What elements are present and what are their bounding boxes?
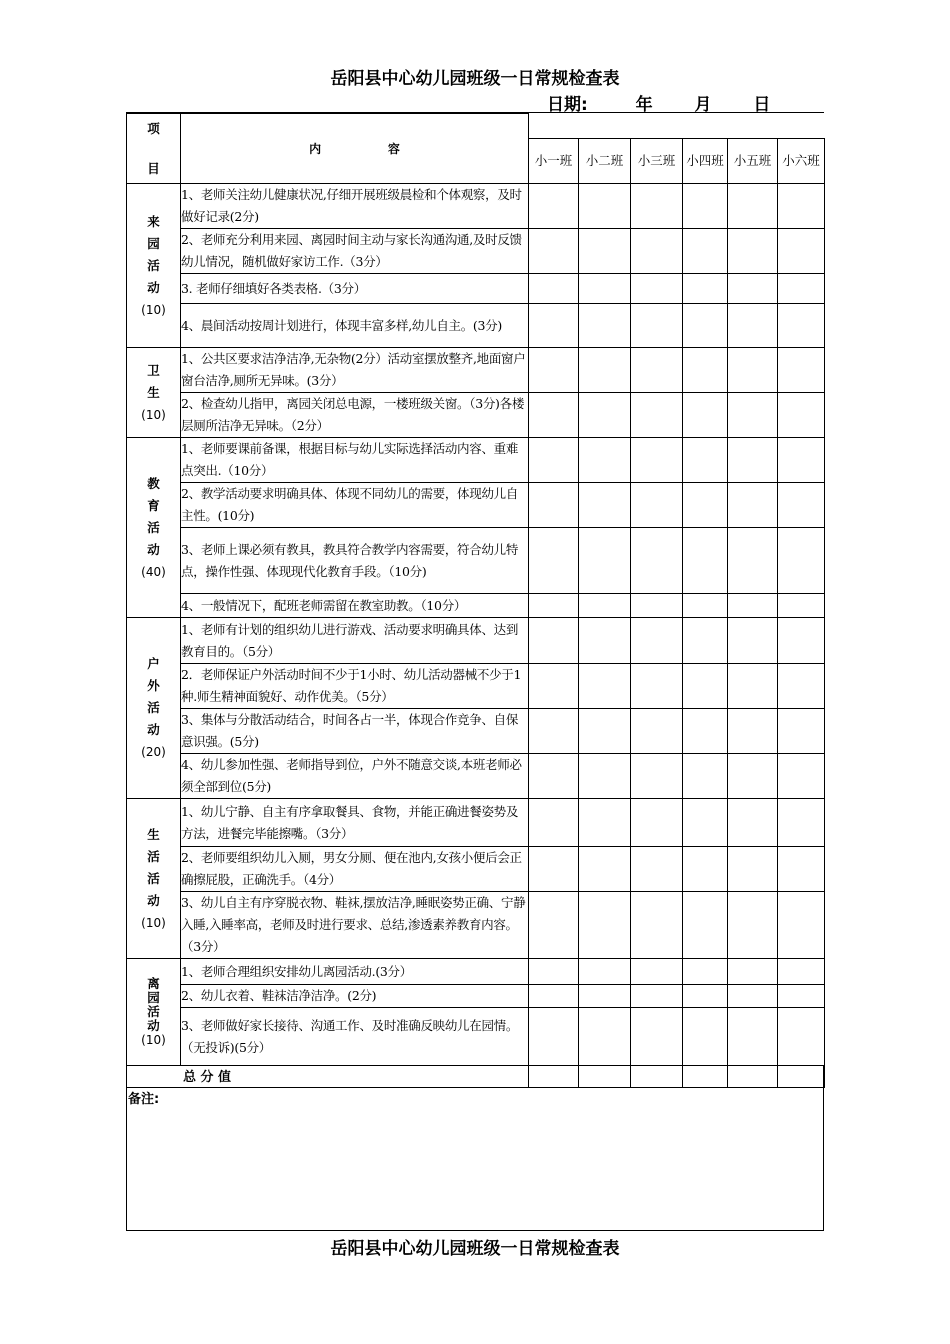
criteria-text: 2、幼儿衣着、鞋袜洁净洁净。(2分): [181, 985, 529, 1008]
class-header: 小六班: [778, 139, 825, 184]
score-cell[interactable]: [579, 618, 631, 664]
table-row: [127, 528, 825, 594]
score-cell[interactable]: [631, 304, 683, 348]
score-cell[interactable]: [728, 528, 778, 594]
score-cell[interactable]: [579, 847, 631, 892]
score-cell[interactable]: [579, 664, 631, 709]
score-cell[interactable]: [579, 348, 631, 393]
score-cell[interactable]: [529, 664, 579, 709]
criteria-text: 2、老师充分利用来园、离园时间主动与家长沟通沟通,及时反馈幼儿情况，随机做好家访工作.（3分）: [181, 229, 529, 274]
score-cell[interactable]: [728, 985, 778, 1008]
class-header: 小五班: [728, 139, 778, 184]
score-cell[interactable]: [683, 528, 728, 594]
score-cell[interactable]: [778, 274, 825, 304]
section-score: (10): [141, 1033, 166, 1047]
criteria-text: 3. 老师仔细填好各类表格.（3分）: [181, 274, 529, 304]
criteria-text: 3、老师做好家长接待、沟通工作、及时准确反映幼儿在园情。（无投诉)(5分）: [181, 1008, 529, 1066]
class-header: 小二班: [579, 139, 631, 184]
score-cell[interactable]: [778, 229, 825, 274]
table-row: [127, 1008, 825, 1066]
section-score: (10): [141, 407, 166, 422]
score-cell[interactable]: [579, 304, 631, 348]
score-cell[interactable]: [631, 754, 683, 799]
score-cell[interactable]: [579, 892, 631, 959]
score-cell[interactable]: [631, 709, 683, 754]
score-cell[interactable]: [579, 1008, 631, 1066]
score-cell[interactable]: [579, 483, 631, 528]
score-cell[interactable]: [529, 892, 579, 959]
class-header: 小三班: [631, 139, 683, 184]
table-row: [127, 664, 825, 709]
score-cell[interactable]: [529, 709, 579, 754]
table-row: [127, 184, 825, 229]
score-cell[interactable]: [631, 847, 683, 892]
score-cell[interactable]: [683, 184, 728, 229]
date-day-label: 日: [753, 95, 771, 115]
table-row: [127, 959, 825, 985]
score-cell[interactable]: [529, 959, 579, 985]
score-cell[interactable]: [529, 847, 579, 892]
section-name: 教育活动: [147, 475, 160, 557]
table-row: [127, 754, 825, 799]
score-cell[interactable]: [778, 483, 825, 528]
score-cell[interactable]: [631, 618, 683, 664]
section-name: 离园活动: [147, 976, 160, 1033]
score-cell[interactable]: [579, 709, 631, 754]
section-name: 来园活动: [147, 213, 160, 295]
score-cell[interactable]: [683, 709, 728, 754]
score-cell[interactable]: [631, 438, 683, 483]
score-cell[interactable]: [778, 304, 825, 348]
header-classes-blank: [529, 114, 825, 139]
section-label: [127, 959, 181, 1066]
score-cell[interactable]: [579, 959, 631, 985]
section-score: (10): [141, 302, 166, 317]
criteria-text: 2、老师要组织幼儿入厕，男女分厕、便在池内,女孩小便后会正确擦屁股，正确洗手。（4分）: [181, 847, 529, 892]
criteria-text: 1、公共区要求洁净洁净,无杂物(2分）活动室摆放整齐,地面窗户窗台洁净,厕所无异味。(3分）: [181, 348, 529, 393]
score-cell[interactable]: [631, 985, 683, 1008]
score-cell[interactable]: [579, 438, 631, 483]
score-cell[interactable]: [683, 594, 728, 618]
table-row: [127, 274, 825, 304]
score-cell[interactable]: [728, 229, 778, 274]
score-cell[interactable]: [728, 618, 778, 664]
score-cell[interactable]: [631, 483, 683, 528]
score-cell[interactable]: [683, 847, 728, 892]
table-row: [127, 304, 825, 348]
score-cell[interactable]: [631, 1008, 683, 1066]
notes-label: 备注:: [128, 1092, 160, 1107]
score-cell[interactable]: [778, 892, 825, 959]
section-label: [127, 438, 181, 618]
criteria-text: 2．老师保证户外活动时间不少于1小时、幼儿活动器械不少于1种.师生精神面貌好、动作优美。（5分）: [181, 664, 529, 709]
score-cell[interactable]: [728, 594, 778, 618]
score-cell[interactable]: [631, 184, 683, 229]
score-cell[interactable]: [631, 959, 683, 985]
score-cell[interactable]: [631, 664, 683, 709]
table-row: [127, 483, 825, 528]
score-cell[interactable]: [579, 393, 631, 438]
score-cell[interactable]: [728, 483, 778, 528]
score-cell[interactable]: [579, 799, 631, 847]
score-cell[interactable]: [778, 393, 825, 438]
score-cell[interactable]: [778, 847, 825, 892]
score-cell[interactable]: [579, 274, 631, 304]
criteria-text: 3、幼儿自主有序穿脱衣物、鞋袜,摆放洁净,睡眠姿势正确、宁静入睡,入睡率高，老师及时进行要求、总结,渗透素养教育内容。（3分）: [181, 892, 529, 959]
score-cell[interactable]: [631, 799, 683, 847]
score-cell[interactable]: [778, 799, 825, 847]
section-name: 卫生: [147, 362, 160, 400]
score-cell[interactable]: [778, 709, 825, 754]
criteria-text: 3、老师上课必须有教具，教具符合教学内容需要，符合幼儿特点，操作性强、体现现代化教育手段。（10分): [181, 528, 529, 594]
score-cell[interactable]: [778, 594, 825, 618]
section-label: [127, 799, 181, 959]
score-cell[interactable]: [728, 438, 778, 483]
score-cell[interactable]: [529, 799, 579, 847]
header-item-1: 项: [147, 120, 160, 136]
score-cell[interactable]: [683, 892, 728, 959]
section-name: 生活活动: [147, 826, 160, 908]
score-cell[interactable]: [683, 985, 728, 1008]
score-cell[interactable]: [683, 229, 728, 274]
score-cell[interactable]: [631, 594, 683, 618]
header-item: [127, 114, 181, 184]
criteria-text: 1、幼儿宁静、自主有序拿取餐具、食物，并能正确进餐姿势及方法，进餐完毕能擦嘴。（3分）: [181, 799, 529, 847]
score-cell[interactable]: [683, 754, 728, 799]
table-row: [127, 348, 825, 393]
score-cell[interactable]: [778, 754, 825, 799]
section-label: [127, 348, 181, 438]
score-cell[interactable]: [579, 985, 631, 1008]
score-cell[interactable]: [529, 304, 579, 348]
score-cell[interactable]: [683, 959, 728, 985]
criteria-text: 1、老师合理组织安排幼儿离园活动.(3分）: [181, 959, 529, 985]
score-cell[interactable]: [631, 229, 683, 274]
score-cell[interactable]: [683, 483, 728, 528]
score-cell[interactable]: [579, 184, 631, 229]
section-score: (20): [141, 745, 166, 759]
score-cell[interactable]: [631, 528, 683, 594]
score-cell[interactable]: [778, 438, 825, 483]
score-cell[interactable]: [631, 892, 683, 959]
score-cell[interactable]: [529, 754, 579, 799]
section-score: (40): [141, 564, 166, 579]
score-cell[interactable]: [778, 184, 825, 229]
table-row: [127, 393, 825, 438]
table-row: [127, 985, 825, 1008]
criteria-text: 1、老师关注幼儿健康状况,仔细开展班级晨检和个体观察，及时做好记录(2分): [181, 184, 529, 229]
table-row: [127, 438, 825, 483]
score-cell[interactable]: [529, 594, 579, 618]
score-cell[interactable]: [529, 348, 579, 393]
criteria-text: 2、检查幼儿指甲，离园关闭总电源，一楼班级关窗。（3分)各楼层厕所洁净无异味。（2分）: [181, 393, 529, 438]
score-cell[interactable]: [529, 528, 579, 594]
class-header: 小四班: [683, 139, 728, 184]
score-cell[interactable]: [529, 438, 579, 483]
inspection-table: [126, 113, 825, 1088]
header-content: 内 容: [181, 114, 529, 184]
section-score: (10): [141, 915, 166, 930]
score-cell[interactable]: [683, 348, 728, 393]
footer-title: 岳阳县中心幼儿园班级一日常规检查表: [330, 1239, 620, 1259]
score-cell[interactable]: [778, 959, 825, 985]
date-year-label: 年: [635, 95, 653, 115]
class-header: 小一班: [529, 139, 579, 184]
score-cell[interactable]: [728, 664, 778, 709]
score-cell[interactable]: [778, 985, 825, 1008]
criteria-text: 4、一般情况下，配班老师需留在教室助教。（10分）: [181, 594, 529, 618]
table-row: [127, 594, 825, 618]
score-cell[interactable]: [683, 304, 728, 348]
score-cell[interactable]: [683, 1008, 728, 1066]
score-cell[interactable]: [728, 754, 778, 799]
score-cell[interactable]: [529, 184, 579, 229]
score-cell[interactable]: [529, 985, 579, 1008]
score-cell[interactable]: [778, 618, 825, 664]
score-cell[interactable]: [778, 528, 825, 594]
score-cell[interactable]: [529, 274, 579, 304]
score-cell[interactable]: [579, 754, 631, 799]
score-cell[interactable]: [778, 348, 825, 393]
section-label: [127, 184, 181, 348]
score-cell[interactable]: [579, 594, 631, 618]
notes-box[interactable]: [126, 1066, 824, 1231]
score-cell[interactable]: [683, 274, 728, 304]
score-cell[interactable]: [778, 1008, 825, 1066]
header-row: [127, 114, 825, 139]
score-cell[interactable]: [631, 348, 683, 393]
score-cell[interactable]: [728, 184, 778, 229]
page-title: 岳阳县中心幼儿园班级一日常规检查表: [330, 69, 620, 89]
criteria-text: 3、集体与分散活动结合，时间各占一半，体现合作竞争、自保意识强。(5分): [181, 709, 529, 754]
score-cell[interactable]: [579, 528, 631, 594]
table-row: [127, 229, 825, 274]
score-cell[interactable]: [683, 664, 728, 709]
score-cell[interactable]: [728, 393, 778, 438]
table-row: [127, 847, 825, 892]
score-cell[interactable]: [778, 664, 825, 709]
score-cell[interactable]: [728, 847, 778, 892]
criteria-text: 2、教学活动要求明确具体、体现不同幼儿的需要，体现幼儿自主性。(10分): [181, 483, 529, 528]
table-row: [127, 709, 825, 754]
section-name: 户外活动: [147, 656, 160, 737]
score-cell[interactable]: [579, 229, 631, 274]
header-item-2: 目: [147, 160, 160, 176]
score-cell[interactable]: [631, 393, 683, 438]
score-cell[interactable]: [683, 393, 728, 438]
criteria-text: 1、老师要课前备课，根据目标与幼儿实际选择活动内容、重难点突出.（10分）: [181, 438, 529, 483]
score-cell[interactable]: [529, 393, 579, 438]
score-cell[interactable]: [728, 799, 778, 847]
score-cell[interactable]: [728, 959, 778, 985]
score-cell[interactable]: [529, 618, 579, 664]
score-cell[interactable]: [683, 618, 728, 664]
score-cell[interactable]: [728, 274, 778, 304]
score-cell[interactable]: [529, 1008, 579, 1066]
table-row: [127, 892, 825, 959]
score-cell[interactable]: [728, 709, 778, 754]
score-cell[interactable]: [728, 348, 778, 393]
score-cell[interactable]: [728, 892, 778, 959]
score-cell[interactable]: [631, 274, 683, 304]
score-cell[interactable]: [728, 304, 778, 348]
score-cell[interactable]: [683, 799, 728, 847]
date-label: 日期:: [547, 95, 588, 115]
total-label: 总 分 值: [127, 1066, 529, 1088]
section-label: [127, 618, 181, 799]
score-cell[interactable]: [529, 229, 579, 274]
criteria-text: 4、晨间活动按周计划进行，体现丰富多样,幼儿自主。(3分): [181, 304, 529, 348]
date-month-label: 月: [694, 95, 712, 115]
score-cell[interactable]: [728, 1008, 778, 1066]
criteria-text: 4、幼儿参加性强、老师指导到位，户外不随意交谈,本班老师必须全部到位(5分): [181, 754, 529, 799]
score-cell[interactable]: [683, 438, 728, 483]
score-cell[interactable]: [529, 483, 579, 528]
table-row: [127, 618, 825, 664]
criteria-text: 1、老师有计划的组织幼儿进行游戏、活动要求明确具体、达到教育目的。（5分）: [181, 618, 529, 664]
table-row: [127, 799, 825, 847]
